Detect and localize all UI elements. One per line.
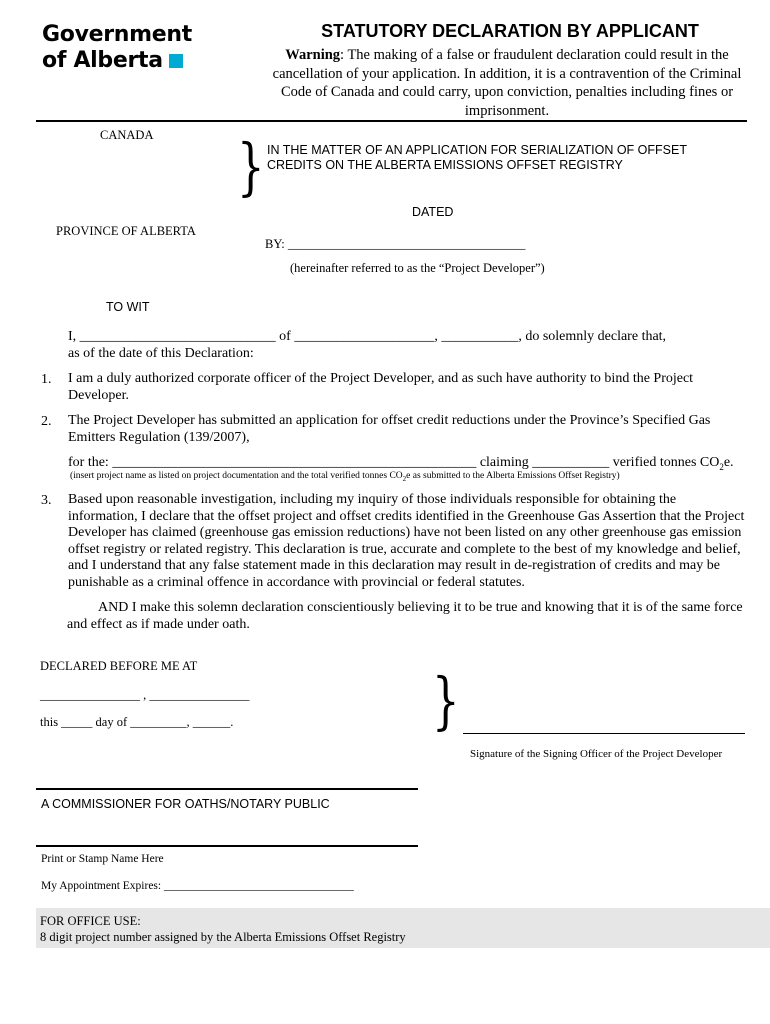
for-the-line: for the: ____________________________________________________ claiming ___________ verified tonnes $CO_2e$. [68,455,734,472]
dated-label: DATED [412,205,454,219]
item-number: 3. [41,493,52,508]
government-of-alberta-logo [42,22,192,74]
place-field: ________________ , ________________ [40,688,250,702]
office-use-box [36,908,770,948]
to-wit-label: TO WIT [106,300,150,314]
name-divider [36,845,418,847]
declared-before-label: DECLARED BEFORE ME AT [40,659,198,673]
item-1-text: I am a duly authorized corporate officer of the Project Developer, and as such have authority to bind the Project Developer. [68,371,694,403]
item-3-text: Based upon reasonable investigation, including my inquiry of those individuals responsible for obtaining the information, I declare that the offset project and offset credits identified in the Greenhouse Gas Assertion that the Project Developer has claimed (greenhouse gas emission reductions) have not been listed on any other greenhouse gas emission offset registry or related registry. This declaration is true, accurate and complete to the best of my knowledge and belief, and I understand that any false statement made in this declaration may result in de-registration of credits and may be punishable as a criminal offence in accordance with provincial or federal statutes. [68,492,745,590]
appointment-field: My Appointment Expires: _________________________________ [41,880,354,892]
header-divider [36,120,747,122]
project-instruction-text: (insert project name as listed on project documentation and the total verified tonnes $CO_2e$ as submitted to the Alberta Emissions Offset Registry) [70,471,620,483]
print-name-label: Print or Stamp Name Here [41,853,164,865]
declaration-date-line: as of the date of this Declaration: [68,346,254,361]
page-title: STATUTORY DECLARATION BY APPLICANT [321,21,699,41]
logo-square-icon [169,54,183,68]
signature-line [463,733,745,734]
solemn-declaration-line-2: and effect as if made under oath. [67,617,250,632]
date-field: this _____ day of _________, ______. [40,715,234,729]
hereinafter-text: (hereinafter referred to as the “Project Developer”) [290,261,545,275]
brace-icon: } [432,664,460,737]
office-use-title: FOR OFFICE USE: [40,914,141,928]
warning-label: Warning [285,47,341,63]
item-2-text: The Project Developer has submitted an application for offset credit reductions under the Province’s Specified Gas Emitters Regulation (139/2007), [68,413,711,445]
declarant-line: I, ____________________________ of ____________________, ___________, do solemnly declare that, [68,329,667,344]
commissioner-label: A COMMISSIONER FOR OATHS/NOTARY PUBLIC [41,797,330,811]
by-field: BY: ______________________________________ [265,237,526,251]
solemn-declaration-line-1: AND I make this solemn declaration conscientiously believing it to be true and knowing that it is of the same force [98,600,743,615]
office-use-text: 8 digit project number assigned by the Alberta Emissions Offset Registry [40,929,406,944]
item-number: 2. [41,414,52,429]
logo-line-2: of Alberta [42,48,192,74]
warning-text: Warning: The making of a false or fraudulent declaration could result in the cancellation of your application. In addition, it is a contravention of the Criminal Code of Canada and could carry, upon conviction, penalties including fines or imprisonment. [272,47,742,119]
province-label: PROVINCE OF ALBERTA [56,224,196,238]
logo-line-1: Government [42,22,192,47]
signature-caption: Signature of the Signing Officer of the Project Developer [470,748,723,760]
commissioner-divider [36,788,418,790]
item-number: 1. [41,372,52,387]
country-label: CANADA [100,128,154,142]
matter-text: IN THE MATTER OF AN APPLICATION FOR SERIALIZATION OF OFFSET CREDITS ON THE ALBERTA EMISSIONS OFFSET REGISTRY [267,143,687,172]
brace-icon: } [237,130,265,203]
